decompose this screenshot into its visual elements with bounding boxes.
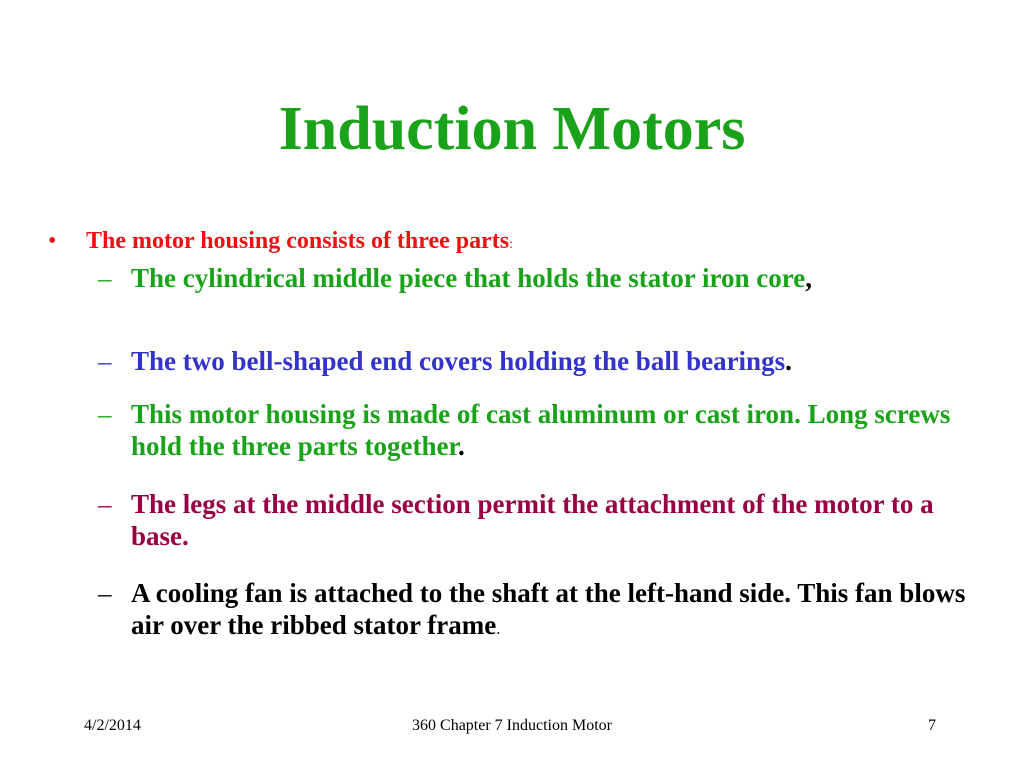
dash-marker: –	[98, 263, 112, 293]
sub-item-punctuation: .	[457, 431, 465, 461]
bullet-text-wrapper	[86, 226, 513, 260]
sub-item-text-wrapper	[131, 262, 986, 294]
sub-item-text: The legs at the middle section permit the attachment of the motor to a base.	[131, 489, 934, 551]
sub-item-punctuation: .	[496, 621, 501, 638]
sub-item-text-wrapper	[131, 398, 986, 462]
dash-marker: –	[98, 399, 112, 429]
sub-item-punctuation: .	[785, 346, 792, 376]
sub-item-text-wrapper	[131, 577, 986, 646]
sub-item-text: The cylindrical middle piece that holds the stator iron core	[131, 263, 806, 293]
sub-item-text-wrapper	[131, 488, 986, 552]
bullet-text: The motor housing consists of three parts	[86, 228, 510, 254]
footer-page-number: 7	[928, 717, 936, 734]
sub-item-text: The two bell-shaped end covers holding the ball bearings	[131, 346, 786, 376]
sub-item-text: This motor housing is made of cast aluminum or cast iron. Long screws hold the three parts together	[131, 399, 951, 461]
sub-item-text-wrapper	[131, 345, 986, 377]
footer-date: 4/2/2014	[84, 717, 141, 734]
bullet-marker: •	[48, 228, 57, 254]
bullet-colon: :	[509, 237, 514, 252]
dash-marker: –	[98, 346, 112, 376]
sub-item-3	[98, 398, 988, 462]
sub-item-1	[98, 262, 988, 294]
sub-item-5	[98, 577, 988, 646]
dash-marker: –	[98, 489, 112, 519]
sub-item-punctuation: ,	[805, 263, 812, 293]
sub-item-2	[98, 345, 988, 377]
footer-title: 360 Chapter 7 Induction Motor	[412, 717, 612, 734]
sub-item-text: A cooling fan is attached to the shaft at the left-hand side. This fan blows air over the ribbed stator frame	[131, 578, 966, 640]
slide-title: Induction Motors	[278, 95, 746, 163]
sub-item-4	[98, 488, 988, 552]
dash-marker: –	[98, 578, 112, 608]
